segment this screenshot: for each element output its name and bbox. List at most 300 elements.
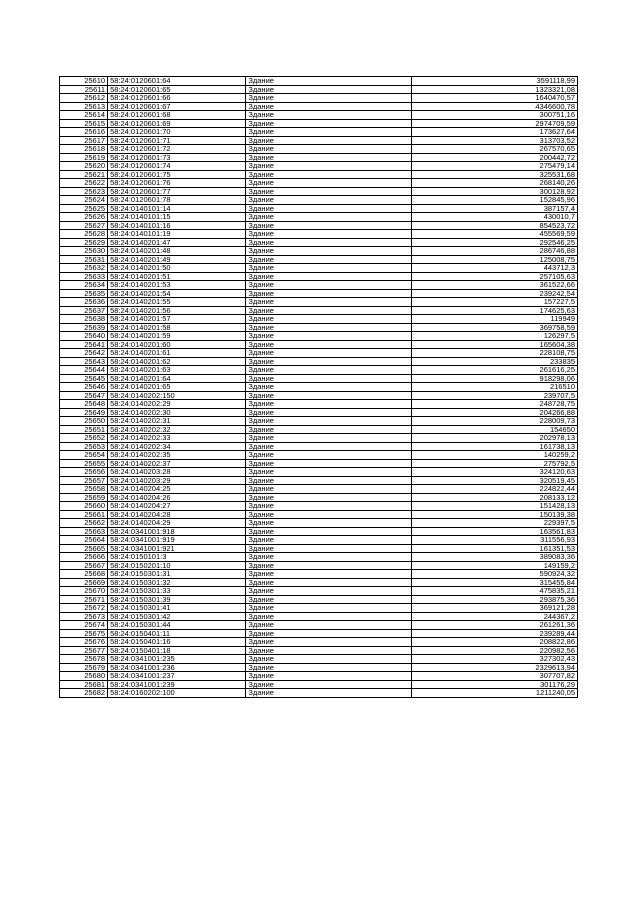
object-type: Здание (246, 476, 411, 485)
row-number: 25620 (60, 162, 108, 171)
row-number: 25658 (60, 485, 108, 494)
table-row (60, 468, 578, 477)
row-number: 25677 (60, 646, 108, 655)
cadastral-value: 174625,63 (411, 306, 577, 315)
row-number: 25676 (60, 638, 108, 647)
object-type: Здание (246, 187, 411, 196)
cadastral-number: 58:24:0120601:64 (108, 77, 246, 86)
cadastral-value: 224822,44 (411, 485, 577, 494)
object-type: Здание (246, 493, 411, 502)
object-type: Здание (246, 570, 411, 579)
object-type: Здание (246, 519, 411, 528)
table-row (60, 646, 578, 655)
cadastral-number: 58:24:0140101:14 (108, 204, 246, 213)
property-table (59, 76, 578, 698)
object-type: Здание (246, 629, 411, 638)
table-row (60, 434, 578, 443)
table-row (60, 238, 578, 247)
cadastral-value: 268140,26 (411, 179, 577, 188)
cadastral-number: 58:24:0341001:235 (108, 655, 246, 664)
row-number: 25624 (60, 196, 108, 205)
object-type: Здание (246, 451, 411, 460)
cadastral-value: 216510 (411, 383, 577, 392)
cadastral-value: 315455,84 (411, 578, 577, 587)
object-type: Здание (246, 170, 411, 179)
row-number: 25662 (60, 519, 108, 528)
cadastral-value: 387157,4 (411, 204, 577, 213)
cadastral-value: 151428,13 (411, 502, 577, 511)
object-type: Здание (246, 136, 411, 145)
cadastral-value: 3591118,99 (411, 77, 577, 86)
table-row (60, 111, 578, 120)
cadastral-number: 58:24:0140204:26 (108, 493, 246, 502)
table-row (60, 366, 578, 375)
row-number: 25656 (60, 468, 108, 477)
table-row (60, 391, 578, 400)
table-row (60, 357, 578, 366)
table-row (60, 340, 578, 349)
object-type: Здание (246, 153, 411, 162)
row-number: 25643 (60, 357, 108, 366)
row-number: 25631 (60, 255, 108, 264)
row-number: 25670 (60, 587, 108, 596)
cadastral-number: 58:24:0120601:71 (108, 136, 246, 145)
cadastral-value: 275792,5 (411, 459, 577, 468)
cadastral-value: 200442,72 (411, 153, 577, 162)
row-number: 25652 (60, 434, 108, 443)
cadastral-number: 58:24:0120601:70 (108, 128, 246, 137)
cadastral-value: 918298,06 (411, 374, 577, 383)
object-type: Здание (246, 102, 411, 111)
cadastral-number: 58:24:0140101:15 (108, 213, 246, 222)
object-type: Здание (246, 213, 411, 222)
cadastral-number: 58:24:0140202:35 (108, 451, 246, 460)
object-type: Здание (246, 383, 411, 392)
table-row (60, 332, 578, 341)
object-type: Здание (246, 400, 411, 409)
cadastral-number: 58:24:0150301:44 (108, 621, 246, 630)
object-type: Здание (246, 578, 411, 587)
cadastral-value: 293875,36 (411, 595, 577, 604)
row-number: 25630 (60, 247, 108, 256)
cadastral-number: 58:24:0150301:33 (108, 587, 246, 596)
row-number: 25649 (60, 408, 108, 417)
cadastral-number: 58:24:0140201:50 (108, 264, 246, 273)
cadastral-number: 58:24:0140201:51 (108, 272, 246, 281)
cadastral-number: 58:24:0341001:239 (108, 680, 246, 689)
cadastral-number: 58:24:0140201:57 (108, 315, 246, 324)
row-number: 25679 (60, 663, 108, 672)
table-row (60, 502, 578, 511)
table-row (60, 442, 578, 451)
cadastral-number: 58:24:0150401:16 (108, 638, 246, 647)
object-type: Здание (246, 238, 411, 247)
cadastral-number: 58:24:0341001:236 (108, 663, 246, 672)
cadastral-number: 58:24:0140202:33 (108, 434, 246, 443)
object-type: Здание (246, 544, 411, 553)
row-number: 25629 (60, 238, 108, 247)
table-row (60, 179, 578, 188)
object-type: Здание (246, 298, 411, 307)
cadastral-value: 126297,5 (411, 332, 577, 341)
table-row (60, 672, 578, 681)
object-type: Здание (246, 459, 411, 468)
row-number: 25634 (60, 281, 108, 290)
table-row (60, 213, 578, 222)
cadastral-number: 58:24:0140201:62 (108, 357, 246, 366)
row-number: 25673 (60, 612, 108, 621)
row-number: 25663 (60, 527, 108, 536)
object-type: Здание (246, 281, 411, 290)
object-type: Здание (246, 289, 411, 298)
cadastral-number: 58:24:0150301:42 (108, 612, 246, 621)
row-number: 25645 (60, 374, 108, 383)
cadastral-number: 58:24:0140201:61 (108, 349, 246, 358)
object-type: Здание (246, 119, 411, 128)
cadastral-number: 58:24:0150301:32 (108, 578, 246, 587)
row-number: 25682 (60, 689, 108, 698)
cadastral-value: 165604,38 (411, 340, 577, 349)
cadastral-value: 244367,2 (411, 612, 577, 621)
object-type: Здание (246, 349, 411, 358)
object-type: Здание (246, 536, 411, 545)
cadastral-value: 369121,28 (411, 604, 577, 613)
table-row (60, 136, 578, 145)
cadastral-value: 125008,75 (411, 255, 577, 264)
table-row (60, 663, 578, 672)
object-type: Здание (246, 272, 411, 281)
cadastral-value: 173627,64 (411, 128, 577, 137)
table-row (60, 595, 578, 604)
cadastral-number: 58:24:0140101:16 (108, 221, 246, 230)
object-type: Здание (246, 374, 411, 383)
cadastral-number: 58:24:0341001:237 (108, 672, 246, 681)
table-row (60, 281, 578, 290)
cadastral-value: 228009,73 (411, 417, 577, 426)
cadastral-number: 58:24:0120601:69 (108, 119, 246, 128)
cadastral-number: 58:24:0120601:76 (108, 179, 246, 188)
object-type: Здание (246, 85, 411, 94)
object-type: Здание (246, 485, 411, 494)
cadastral-number: 58:24:0140203:29 (108, 476, 246, 485)
cadastral-value: 369758,59 (411, 323, 577, 332)
cadastral-number: 58:24:0120601:65 (108, 85, 246, 94)
row-number: 25619 (60, 153, 108, 162)
row-number: 25623 (60, 187, 108, 196)
table-row (60, 451, 578, 460)
table-row (60, 485, 578, 494)
object-type: Здание (246, 502, 411, 511)
cadastral-value: 1323321,08 (411, 85, 577, 94)
row-number: 25637 (60, 306, 108, 315)
table-row (60, 230, 578, 239)
object-type: Здание (246, 391, 411, 400)
row-number: 25664 (60, 536, 108, 545)
cadastral-number: 58:24:0120601:78 (108, 196, 246, 205)
object-type: Здание (246, 646, 411, 655)
cadastral-value: 233835 (411, 357, 577, 366)
cadastral-value: 119949 (411, 315, 577, 324)
row-number: 25671 (60, 595, 108, 604)
table-row (60, 247, 578, 256)
table-row (60, 689, 578, 698)
cadastral-number: 58:24:0150401:11 (108, 629, 246, 638)
row-number: 25635 (60, 289, 108, 298)
cadastral-value: 248728,75 (411, 400, 577, 409)
table-row (60, 527, 578, 536)
cadastral-value: 140259,2 (411, 451, 577, 460)
cadastral-value: 204266,88 (411, 408, 577, 417)
cadastral-number: 58:24:0120601:68 (108, 111, 246, 120)
cadastral-number: 58:24:0140202:37 (108, 459, 246, 468)
table-row (60, 680, 578, 689)
row-number: 25628 (60, 230, 108, 239)
table-row (60, 459, 578, 468)
object-type: Здание (246, 94, 411, 103)
cadastral-value: 157227,5 (411, 298, 577, 307)
cadastral-number: 58:24:0120601:73 (108, 153, 246, 162)
object-type: Здание (246, 162, 411, 171)
row-number: 25633 (60, 272, 108, 281)
cadastral-value: 389083,36 (411, 553, 577, 562)
row-number: 25627 (60, 221, 108, 230)
cadastral-value: 313703,52 (411, 136, 577, 145)
table-row (60, 408, 578, 417)
object-type: Здание (246, 510, 411, 519)
row-number: 25632 (60, 264, 108, 273)
table-row (60, 476, 578, 485)
cadastral-number: 58:24:0140201:55 (108, 298, 246, 307)
cadastral-value: 239707,5 (411, 391, 577, 400)
property-table-body (60, 77, 578, 698)
object-type: Здание (246, 621, 411, 630)
object-type: Здание (246, 587, 411, 596)
table-row (60, 604, 578, 613)
cadastral-value: 208822,86 (411, 638, 577, 647)
cadastral-value: 307707,82 (411, 672, 577, 681)
table-row (60, 536, 578, 545)
row-number: 25626 (60, 213, 108, 222)
object-type: Здание (246, 255, 411, 264)
row-number: 25640 (60, 332, 108, 341)
object-type: Здание (246, 595, 411, 604)
cadastral-number: 58:24:0140201:56 (108, 306, 246, 315)
cadastral-value: 324120,63 (411, 468, 577, 477)
cadastral-value: 239242,54 (411, 289, 577, 298)
table-row (60, 315, 578, 324)
table-row (60, 204, 578, 213)
object-type: Здание (246, 442, 411, 451)
row-number: 25650 (60, 417, 108, 426)
table-row (60, 298, 578, 307)
cadastral-number: 58:24:0341001:921 (108, 544, 246, 553)
cadastral-number: 58:24:0140201:53 (108, 281, 246, 290)
object-type: Здание (246, 408, 411, 417)
cadastral-number: 58:24:0160202:100 (108, 689, 246, 698)
cadastral-value: 208133,12 (411, 493, 577, 502)
cadastral-number: 58:24:0140204:27 (108, 502, 246, 511)
table-row (60, 638, 578, 647)
object-type: Здание (246, 561, 411, 570)
object-type: Здание (246, 315, 411, 324)
object-type: Здание (246, 672, 411, 681)
table-row (60, 578, 578, 587)
cadastral-number: 58:24:0140201:60 (108, 340, 246, 349)
cadastral-number: 58:24:0140201:59 (108, 332, 246, 341)
cadastral-number: 58:24:0150201:10 (108, 561, 246, 570)
cadastral-number: 58:24:0150301:41 (108, 604, 246, 613)
table-row (60, 561, 578, 570)
table-row (60, 162, 578, 171)
cadastral-number: 58:24:0120601:75 (108, 170, 246, 179)
cadastral-number: 58:24:0140202:31 (108, 417, 246, 426)
row-number: 25646 (60, 383, 108, 392)
cadastral-value: 2974709,59 (411, 119, 577, 128)
table-row (60, 553, 578, 562)
row-number: 25680 (60, 672, 108, 681)
object-type: Здание (246, 357, 411, 366)
cadastral-value: 149159,2 (411, 561, 577, 570)
cadastral-value: 361522,66 (411, 281, 577, 290)
cadastral-value: 301176,29 (411, 680, 577, 689)
object-type: Здание (246, 527, 411, 536)
cadastral-value: 257105,63 (411, 272, 577, 281)
cadastral-value: 590924,32 (411, 570, 577, 579)
cadastral-value: 202978,13 (411, 434, 577, 443)
cadastral-value: 320519,45 (411, 476, 577, 485)
object-type: Здание (246, 247, 411, 256)
table-row (60, 629, 578, 638)
cadastral-value: 4346600,78 (411, 102, 577, 111)
cadastral-number: 58:24:0140202:29 (108, 400, 246, 409)
cadastral-number: 58:24:0140201:47 (108, 238, 246, 247)
row-number: 25651 (60, 425, 108, 434)
cadastral-number: 58:24:0140201:63 (108, 366, 246, 375)
row-number: 25665 (60, 544, 108, 553)
cadastral-number: 58:24:0140201:58 (108, 323, 246, 332)
cadastral-value: 161738,13 (411, 442, 577, 451)
row-number: 25659 (60, 493, 108, 502)
object-type: Здание (246, 689, 411, 698)
row-number: 25666 (60, 553, 108, 562)
cadastral-value: 475835,21 (411, 587, 577, 596)
cadastral-number: 58:24:0140101:19 (108, 230, 246, 239)
cadastral-value: 292546,25 (411, 238, 577, 247)
row-number: 25615 (60, 119, 108, 128)
cadastral-number: 58:24:0140202:32 (108, 425, 246, 434)
cadastral-number: 58:24:0140202:150 (108, 391, 246, 400)
table-row (60, 102, 578, 111)
object-type: Здание (246, 221, 411, 230)
cadastral-number: 58:24:0341001:918 (108, 527, 246, 536)
row-number: 25617 (60, 136, 108, 145)
table-row (60, 417, 578, 426)
cadastral-value: 154650 (411, 425, 577, 434)
cadastral-number: 58:24:0120601:72 (108, 145, 246, 154)
cadastral-value: 267570,65 (411, 145, 577, 154)
cadastral-value: 220982,56 (411, 646, 577, 655)
row-number: 25638 (60, 315, 108, 324)
object-type: Здание (246, 145, 411, 154)
table-row (60, 255, 578, 264)
table-row (60, 383, 578, 392)
object-type: Здание (246, 553, 411, 562)
cadastral-value: 325531,68 (411, 170, 577, 179)
table-row (60, 519, 578, 528)
table-row (60, 221, 578, 230)
object-type: Здание (246, 204, 411, 213)
cadastral-number: 58:24:0140201:64 (108, 374, 246, 383)
table-row (60, 306, 578, 315)
row-number: 25661 (60, 510, 108, 519)
table-row (60, 323, 578, 332)
table-row (60, 264, 578, 273)
cadastral-value: 311556,93 (411, 536, 577, 545)
cadastral-value: 261261,36 (411, 621, 577, 630)
cadastral-number: 58:24:0120601:74 (108, 162, 246, 171)
row-number: 25657 (60, 476, 108, 485)
cadastral-value: 327302,43 (411, 655, 577, 664)
cadastral-number: 58:24:0140201:65 (108, 383, 246, 392)
object-type: Здание (246, 179, 411, 188)
table-row (60, 128, 578, 137)
object-type: Здание (246, 638, 411, 647)
cadastral-value: 150139,38 (411, 510, 577, 519)
object-type: Здание (246, 323, 411, 332)
table-row (60, 400, 578, 409)
table-row (60, 145, 578, 154)
table-row (60, 196, 578, 205)
cadastral-value: 261616,25 (411, 366, 577, 375)
table-row (60, 493, 578, 502)
cadastral-number: 58:24:0140202:34 (108, 442, 246, 451)
row-number: 25621 (60, 170, 108, 179)
row-number: 25622 (60, 179, 108, 188)
object-type: Здание (246, 128, 411, 137)
object-type: Здание (246, 111, 411, 120)
row-number: 25614 (60, 111, 108, 120)
cadastral-number: 58:24:0150301:39 (108, 595, 246, 604)
row-number: 25654 (60, 451, 108, 460)
row-number: 25641 (60, 340, 108, 349)
cadastral-value: 229397,5 (411, 519, 577, 528)
cadastral-number: 58:24:0140204:28 (108, 510, 246, 519)
cadastral-number: 58:24:0140201:48 (108, 247, 246, 256)
object-type: Здание (246, 264, 411, 273)
object-type: Здание (246, 77, 411, 86)
cadastral-value: 300128,92 (411, 187, 577, 196)
cadastral-number: 58:24:0140204:25 (108, 485, 246, 494)
cadastral-value: 443712,3 (411, 264, 577, 273)
table-row (60, 272, 578, 281)
cadastral-value: 1640470,57 (411, 94, 577, 103)
row-number: 25644 (60, 366, 108, 375)
row-number: 25611 (60, 85, 108, 94)
table-row (60, 425, 578, 434)
table-row (60, 153, 578, 162)
object-type: Здание (246, 306, 411, 315)
row-number: 25618 (60, 145, 108, 154)
table-row (60, 612, 578, 621)
cadastral-number: 58:24:0140201:54 (108, 289, 246, 298)
table-row (60, 94, 578, 103)
row-number: 25655 (60, 459, 108, 468)
cadastral-number: 58:24:0140204:29 (108, 519, 246, 528)
object-type: Здание (246, 332, 411, 341)
object-type: Здание (246, 655, 411, 664)
table-row (60, 187, 578, 196)
row-number: 25660 (60, 502, 108, 511)
